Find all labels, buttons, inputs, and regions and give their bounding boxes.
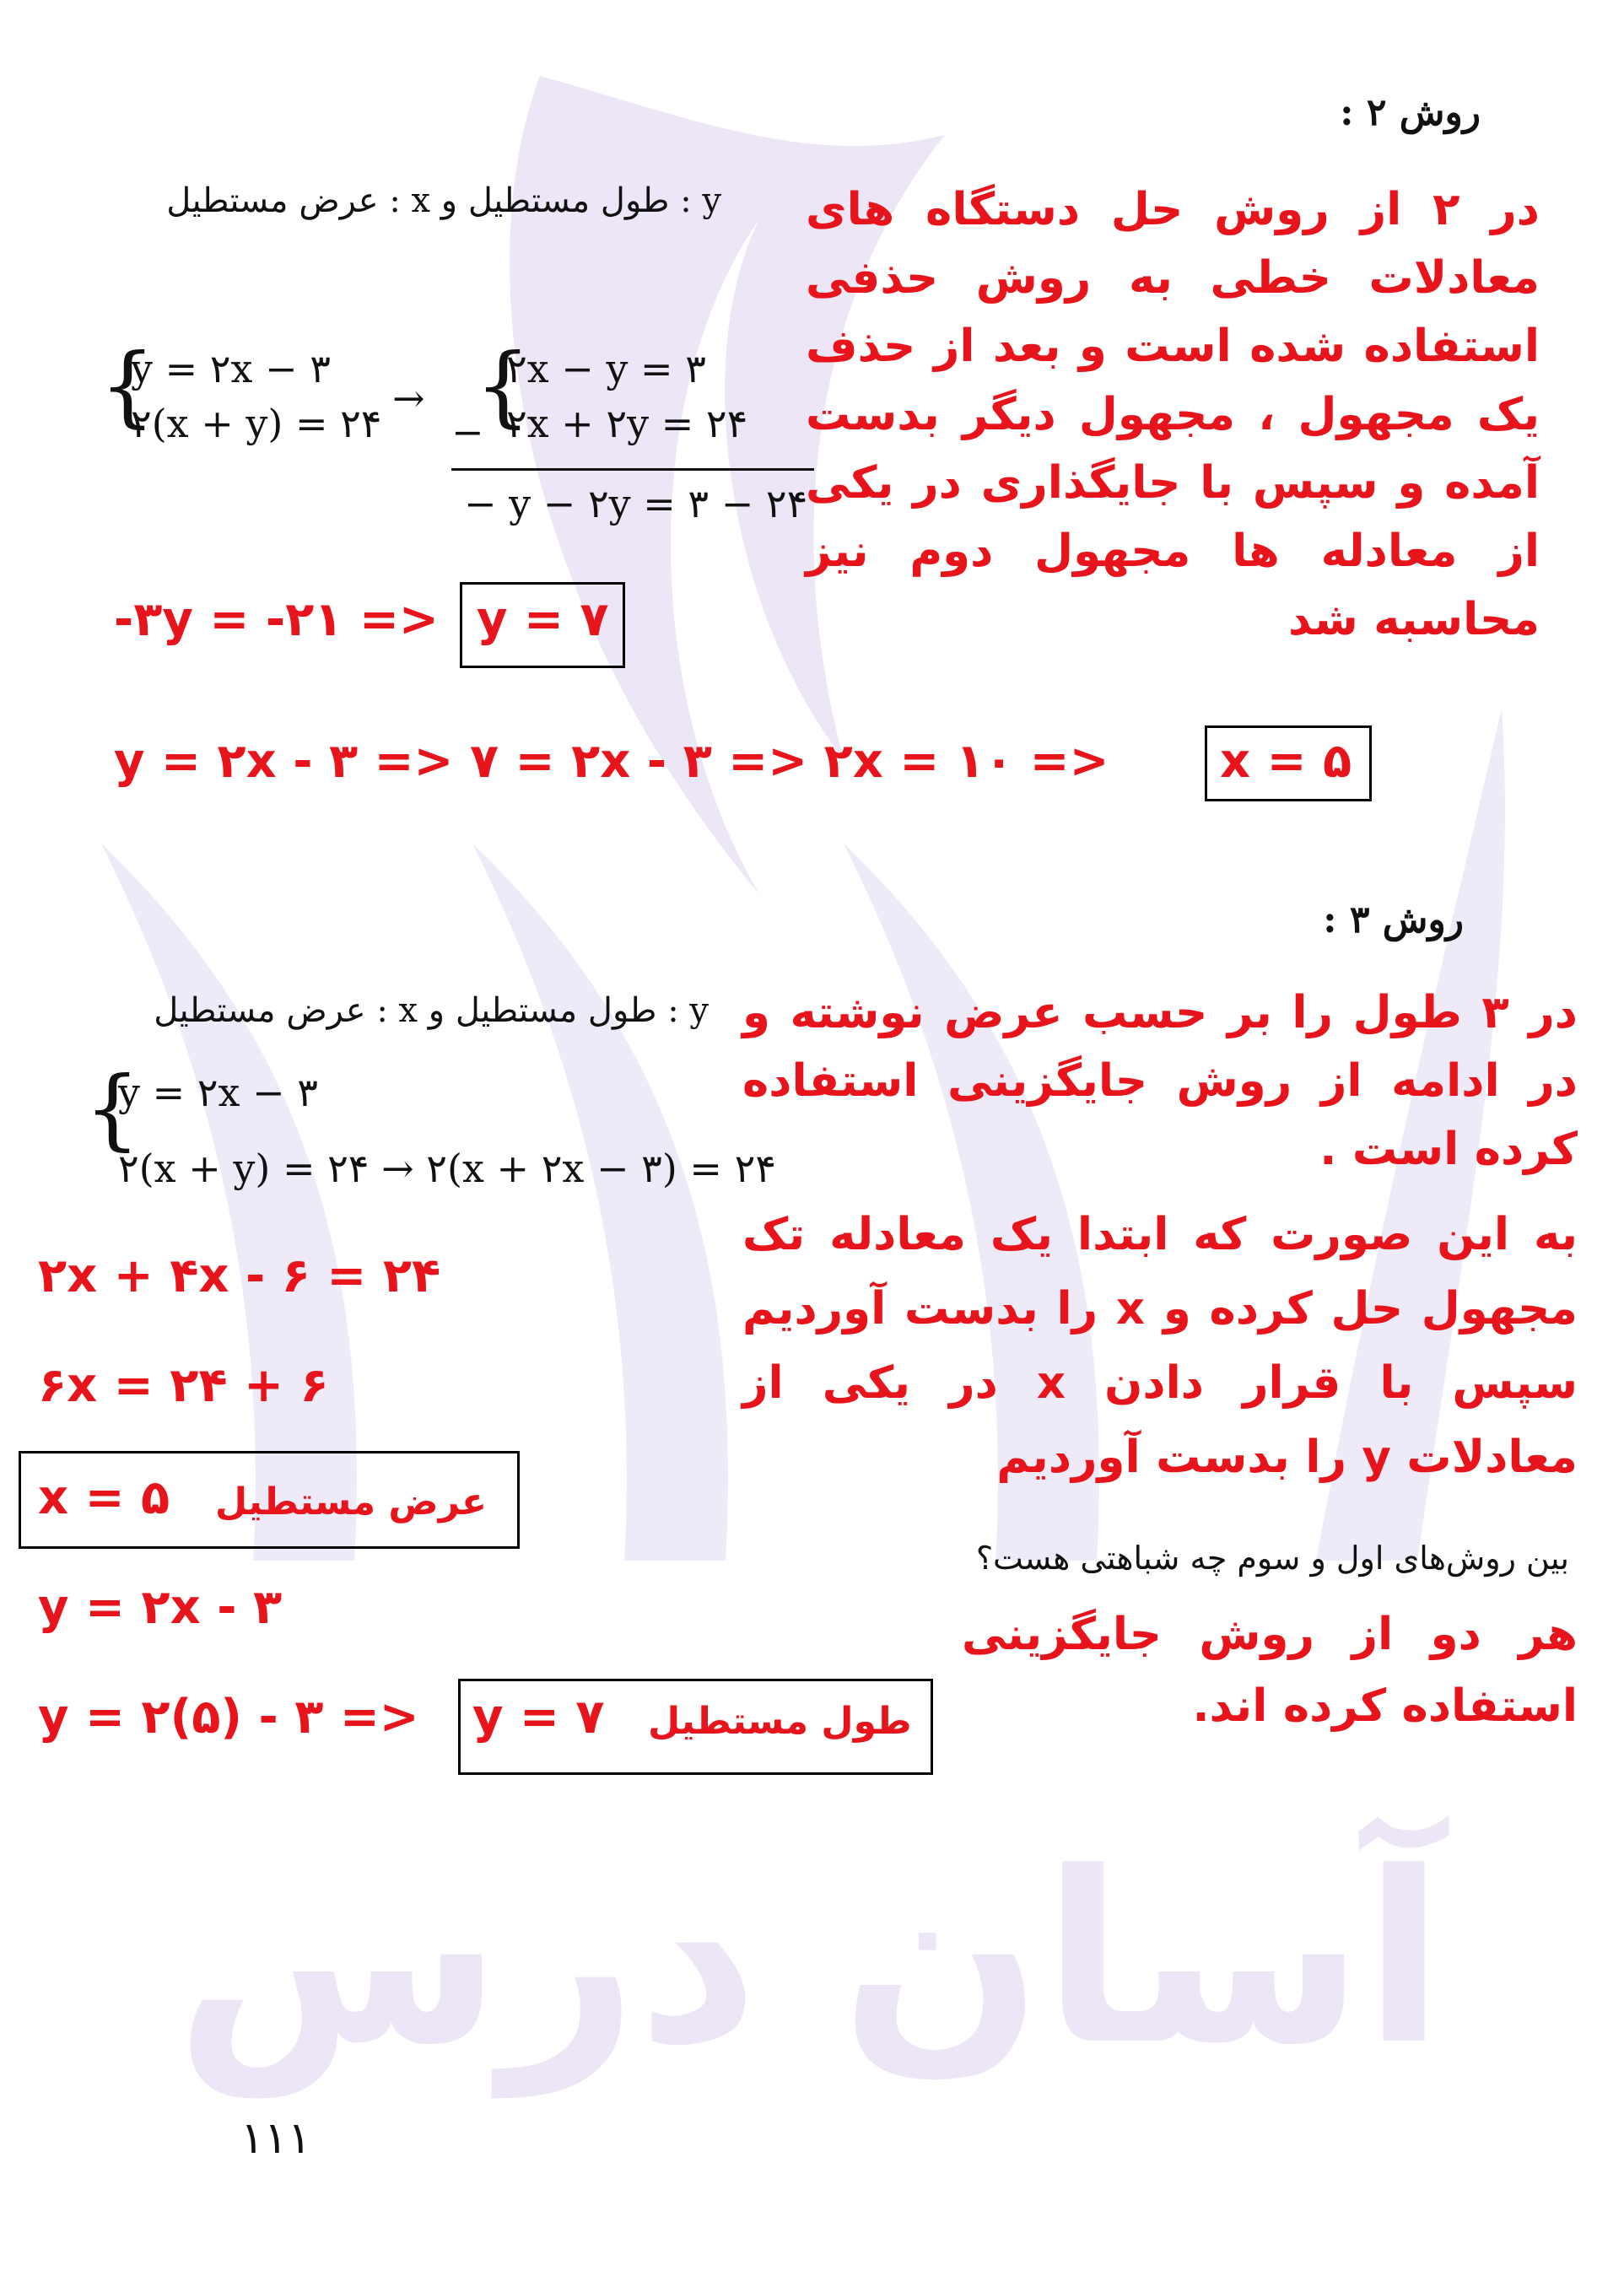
- method3-brace: {: [84, 1057, 141, 1160]
- method3-heading: روش ۳ :: [1323, 898, 1464, 941]
- method3-question: بین روش‌های اول و سوم چه شباهتی هست؟: [975, 1540, 1569, 1577]
- method2-brace-left: {: [100, 334, 156, 437]
- method2-step1: -۳y = -۲۱ =>: [114, 592, 439, 647]
- watermark-text: آسان درس: [175, 1822, 1445, 2097]
- method3-box1-value: x = ۵: [38, 1470, 170, 1525]
- arrow-icon: →: [392, 375, 425, 421]
- method3-eq3: y = ۲x - ۳: [38, 1580, 283, 1635]
- method2-step1-result: y = ۷: [477, 592, 609, 647]
- method2-step2-result: x = ۵: [1220, 734, 1352, 789]
- page-number: ۱۱۱: [240, 2113, 311, 2164]
- method2-system-right-line2: ۲x + ۲y = ۲۴: [506, 401, 748, 446]
- method2-label: y : طول مستطیل و x : عرض مستطیل: [166, 181, 721, 220]
- method3-eq4: y = ۲(۵) - ۳ =>: [38, 1690, 419, 1745]
- method2-brace-right: {: [475, 334, 531, 437]
- method3-system-line1: y = ۲x − ۳: [118, 1070, 318, 1115]
- method2-subtraction-result: − y − ۲y = ۳ − ۲۴: [464, 481, 808, 526]
- method2-system-left-line2: ۲(x + y) = ۲۴: [131, 401, 382, 446]
- method2-heading: روش ۲ :: [1340, 91, 1481, 134]
- method3-box2-value: y = ۷: [472, 1690, 605, 1745]
- method2-system-left-line1: y = ۲x − ۳: [131, 346, 331, 391]
- method2-step2: y = ۲x - ۳ => ۷ = ۲x - ۳ => ۲x = ۱۰ =>: [114, 734, 1109, 789]
- method2-minus-sign: −: [451, 409, 484, 455]
- method3-box1-label: عرض مستطیل: [215, 1480, 488, 1524]
- method2-system-right-line1: ۲x − y = ۳: [506, 346, 706, 391]
- method3-explanation-1: در ۳ طول را بر حسب عرض نوشته و در ادامه از روش جایگزینی استفاده کرده است .: [742, 987, 1578, 1175]
- method2-explanation: در ۲ از روش حل دستگاه های معادلات خطی به روش حذفی استفاده شده است و بعد از حذف یک مجهول ، مجهول دیگر بدست آمده و سپس با جایگذاری در یکی از معادله ها مجهول دوم نیز محاسبه شد: [806, 184, 1540, 645]
- method3-eq1: ۲x + ۴x - ۶ = ۲۴: [38, 1248, 441, 1303]
- method3-system-line2: ۲(x + y) = ۲۴ → ۲(x + ۲x − ۳) = ۲۴: [118, 1146, 776, 1191]
- method3-box2-label: طول مستطیل: [648, 1700, 912, 1743]
- method3-explanation-2: به این صورت که ابتدا یک معادله تک مجهول حل کرده و x را بدست آوردیم سپس با قرار دادن x در یکی از معادلات y را بدست آوردیم: [742, 1209, 1578, 1483]
- method3-eq2: ۶x = ۲۴ + ۶: [38, 1358, 329, 1413]
- method3-answer: هر دو از روش جایگزینی استفاده کرده اند.: [962, 1609, 1578, 1732]
- method2-subtraction-line: [451, 468, 814, 471]
- method3-label: y : طول مستطیل و x : عرض مستطیل: [154, 991, 709, 1030]
